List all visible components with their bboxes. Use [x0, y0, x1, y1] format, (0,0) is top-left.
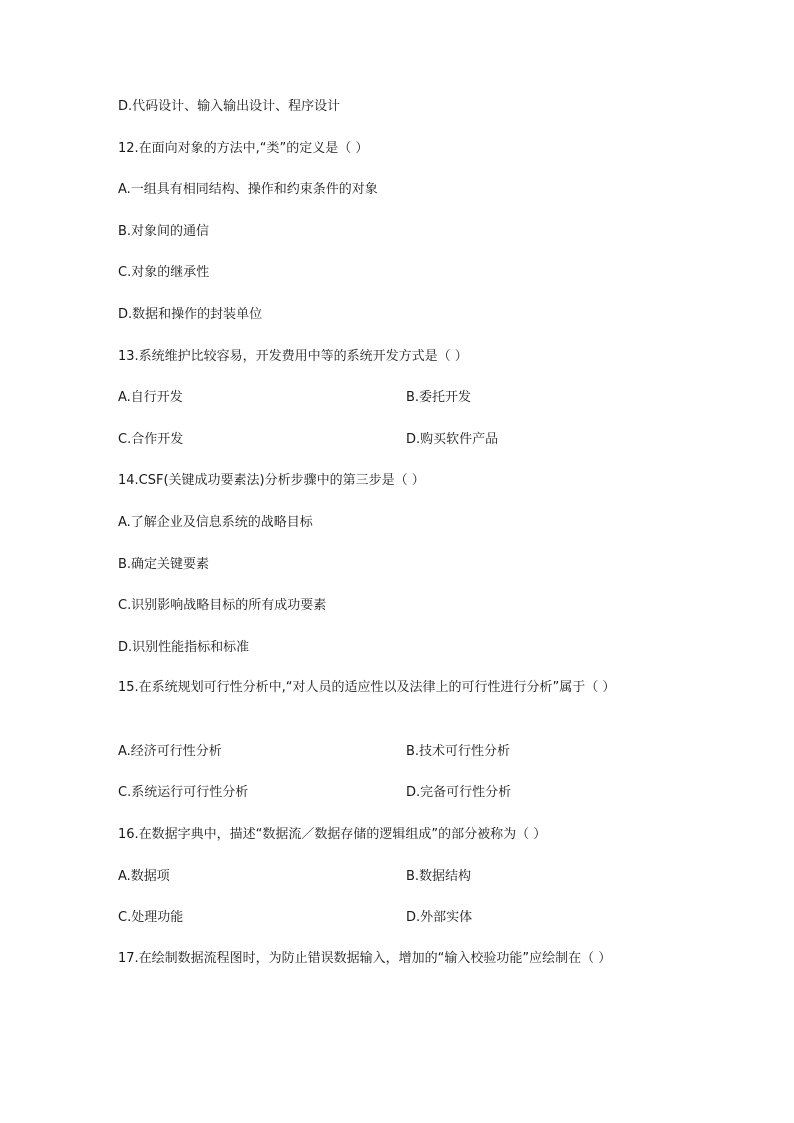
option-d-q12: D.数据和操作的封装单位	[118, 307, 263, 322]
option-d-q15: D.完备可行性分析	[406, 785, 512, 800]
option-a-q14: A.了解企业及信息系统的战略目标	[118, 515, 313, 530]
option-c-q13: C.合作开发	[118, 432, 184, 447]
option-a-q13: A.自行开发	[118, 390, 183, 405]
question-15: 15.在系统规划可行性分析中,“对人员的适应性以及法律上的可行性进行分析”属于（ ）	[118, 680, 616, 695]
question-14: 14.CSF(关键成功要素法)分析步骤中的第三步是（ ）	[118, 473, 425, 488]
option-d-q11: D.代码设计、输入输出设计、程序设计	[118, 99, 341, 114]
option-b-q15: B.技术可行性分析	[406, 744, 511, 759]
option-b-q16: B.数据结构	[406, 869, 472, 884]
question-16: 16.在数据字典中，描述“数据流／数据存储的逻辑组成”的部分被称为（ ）	[118, 827, 547, 842]
option-c-q15: C.系统运行可行性分析	[118, 785, 249, 800]
option-c-q14: C.识别影响战略目标的所有成功要素	[118, 598, 327, 613]
option-b-q13: B.委托开发	[406, 390, 472, 405]
question-13: 13.系统维护比较容易，开发费用中等的系统开发方式是（ ）	[118, 349, 468, 364]
option-d-q13: D.购买软件产品	[406, 432, 499, 447]
question-12: 12.在面向对象的方法中,“类”的定义是（ ）	[118, 141, 369, 156]
option-b-q12: B.对象间的通信	[118, 224, 210, 239]
question-17: 17.在绘制数据流程图时，为防止错误数据输入，增加的“输入校验功能”应绘制在（ ）	[118, 951, 612, 966]
option-d-q16: D.外部实体	[406, 910, 473, 925]
option-b-q14: B.确定关键要素	[118, 557, 210, 572]
option-d-q14: D.识别性能指标和标准	[118, 640, 250, 655]
option-a-q12: A.一组具有相同结构、操作和约束条件的对象	[118, 182, 378, 197]
option-c-q12: C.对象的继承性	[118, 265, 210, 280]
option-a-q16: A.数据项	[118, 869, 170, 884]
option-a-q15: A.经济可行性分析	[118, 744, 222, 759]
option-c-q16: C.处理功能	[118, 910, 184, 925]
